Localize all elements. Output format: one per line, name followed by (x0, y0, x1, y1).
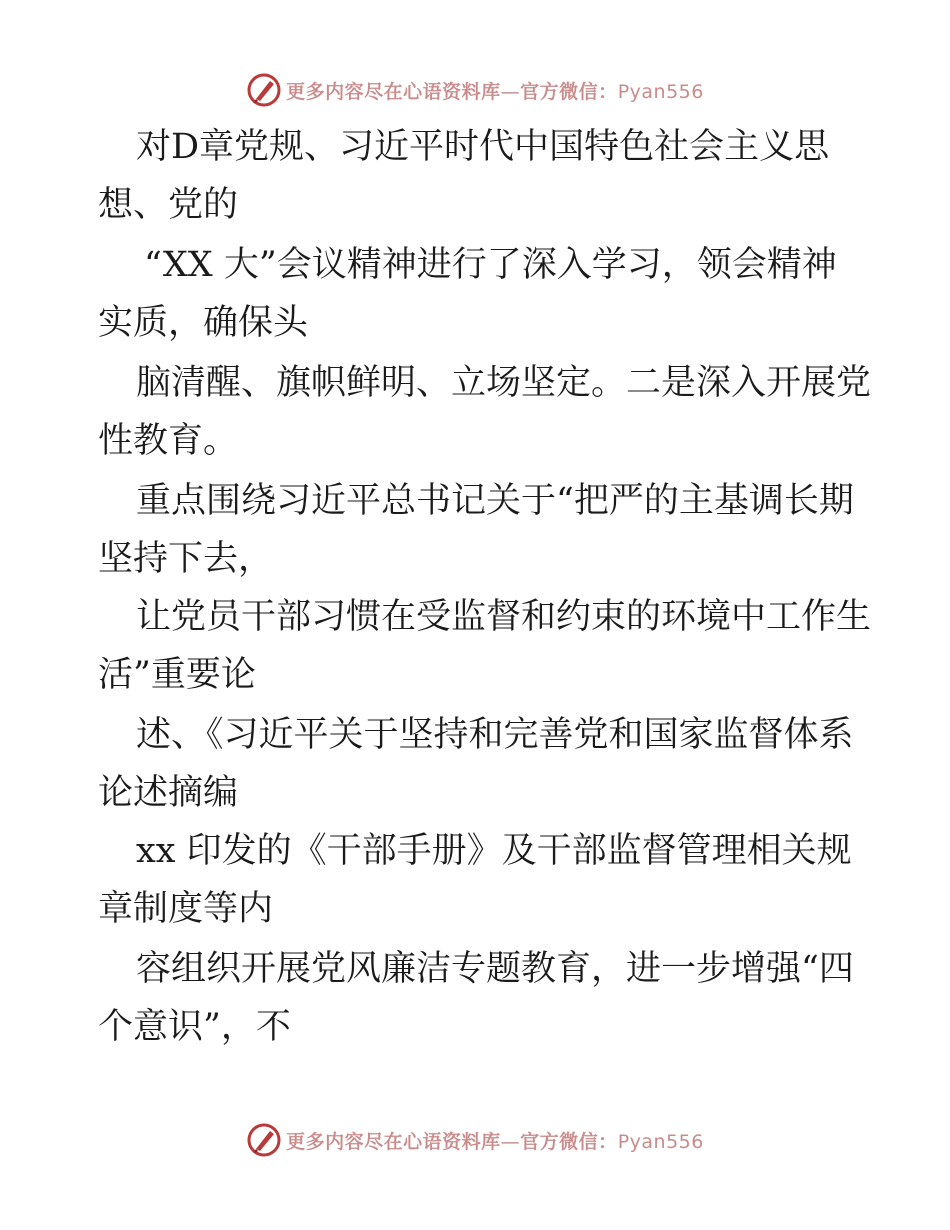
pen-logo-icon (246, 1122, 282, 1158)
text-line-14: 章制度等内 (98, 889, 274, 929)
header-contact-text: 官方微信： (520, 80, 618, 103)
text-line-5: 脑清醒、旗帜鲜明、立场坚定。二是深入开展党 (136, 363, 872, 403)
text-line-15: 容组织开展党风廉洁专题教育，进一步增强“四 (136, 949, 854, 989)
footer-banner-text (286, 1127, 704, 1154)
text-line-4: 实质，确保头 (98, 303, 309, 343)
text-line-9: 让党员干部习惯在受监督和约束的环境中工作生 (136, 597, 872, 637)
footer-contact-text: 官方微信： (520, 1130, 618, 1153)
text-line-7: 重点围绕习近平总书记关于“把严的主基调长期 (136, 481, 854, 521)
header-banner (0, 70, 950, 110)
header-contact-id: Pyan556 (617, 80, 704, 103)
text-line-10: 活”重要论 (98, 655, 256, 695)
text-line-13: xx 印发的《干部手册》及干部监督管理相关规 (136, 831, 852, 871)
text-line-8: 坚持下去， (98, 539, 274, 579)
footer-site-text: 更多内容尽在心语资料库 (286, 1130, 501, 1153)
header-separator: — (500, 80, 521, 103)
text-line-16: 个意识”，不 (98, 1007, 291, 1047)
pen-logo-icon (246, 72, 282, 108)
footer-banner (0, 1120, 950, 1160)
footer-separator: — (500, 1130, 521, 1153)
text-line-12: 论述摘编 (98, 773, 239, 813)
footer-contact-id: Pyan556 (617, 1130, 704, 1153)
text-line-3: “XX 大”会议精神进行了深入学习，领会精神 (144, 245, 837, 285)
header-banner-text (286, 77, 704, 104)
header-site-text: 更多内容尽在心语资料库 (286, 80, 501, 103)
text-line-2: 想、党的 (98, 185, 239, 225)
text-line-11: 述、《习近平关于坚持和完善党和国家监督体系 (136, 715, 854, 755)
text-line-6: 性教育。 (98, 421, 239, 461)
text-line-1: 对D章党规、习近平时代中国特色社会主义思 (136, 127, 830, 167)
